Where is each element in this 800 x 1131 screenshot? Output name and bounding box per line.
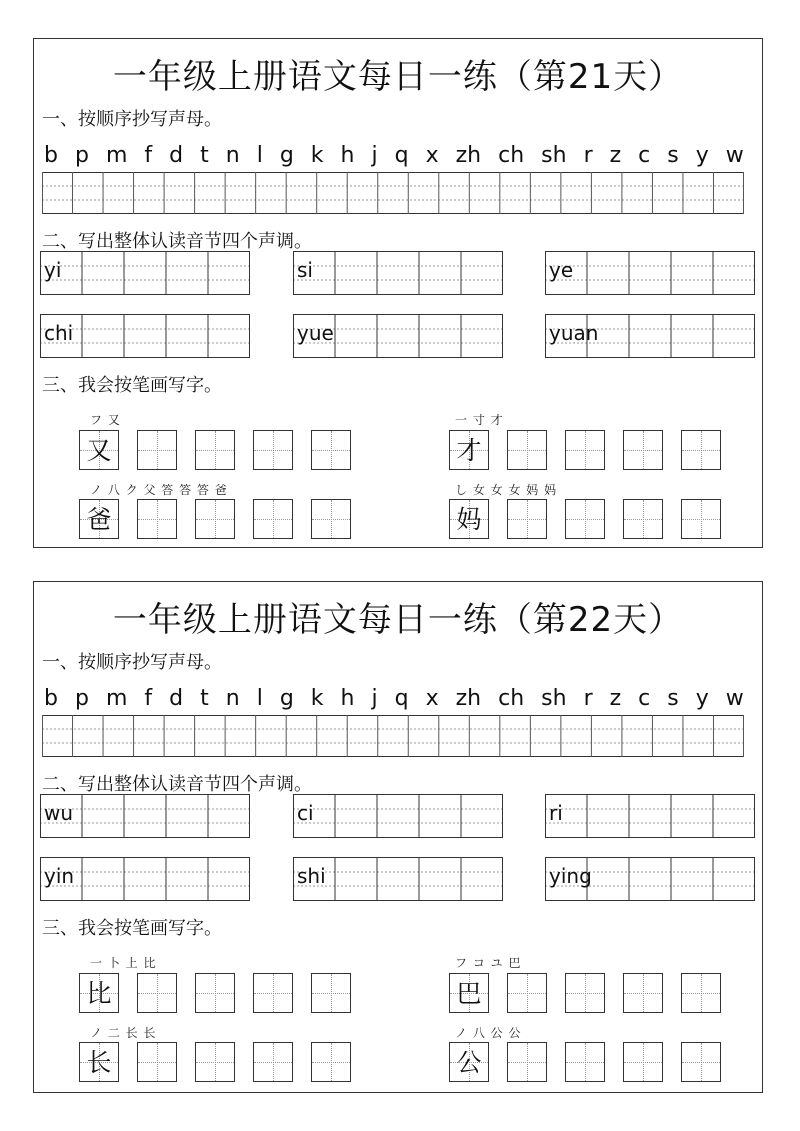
syllable-label: yi (44, 258, 62, 282)
sample-char: 比 (86, 979, 112, 1008)
initial-letter: g (279, 143, 294, 168)
initial-letter: r (583, 686, 593, 711)
char-practice-grid[interactable] (253, 973, 293, 1013)
initials-writing-strip[interactable] (42, 172, 744, 214)
initial-letter: x (425, 686, 439, 711)
initial-letter: q (394, 143, 409, 168)
syllable-label: yue (297, 321, 334, 345)
char-practice-grid[interactable] (137, 499, 177, 539)
sample-char: 才 (456, 436, 482, 465)
initial-letter: d (169, 143, 184, 168)
char-grid-sample (449, 973, 489, 1013)
initial-letter: c (638, 686, 651, 711)
initial-letter: t (200, 143, 209, 168)
initial-letter: p (74, 143, 89, 168)
char-practice-grid[interactable] (137, 1042, 177, 1082)
initial-letter: s (667, 686, 679, 711)
char-grid-sample (79, 1042, 119, 1082)
char-practice-grid[interactable] (507, 430, 547, 470)
initial-letter: g (279, 686, 294, 711)
initial-letter: z (609, 143, 622, 168)
initial-letter: f (144, 143, 153, 168)
worksheet-day-22 (33, 581, 763, 1093)
syllable-label: shi (297, 864, 326, 888)
initial-letter: y (695, 686, 709, 711)
char-practice-grid[interactable] (623, 1042, 663, 1082)
initial-letter: b (44, 143, 58, 168)
initial-letter: zh (455, 686, 482, 711)
initial-letter: s (667, 143, 679, 168)
stroke-order: ノ 八 ク 父 答 答 答 爸 (90, 483, 228, 497)
char-practice-grid[interactable] (253, 1042, 293, 1082)
syllable-box[interactable] (545, 794, 755, 838)
initial-letter: d (169, 686, 184, 711)
initial-letter: c (638, 143, 651, 168)
initial-letter: z (609, 686, 622, 711)
syllable-box[interactable] (545, 314, 755, 358)
initials-row (44, 143, 744, 168)
char-grid-sample (79, 430, 119, 470)
initial-letter: ch (498, 143, 525, 168)
initial-letter: q (394, 686, 409, 711)
stroke-order: ノ 八 公 公 (455, 1026, 522, 1040)
sample-char: 长 (86, 1048, 112, 1077)
initial-letter: m (105, 143, 128, 168)
char-practice-grid[interactable] (137, 430, 177, 470)
initial-letter: j (371, 686, 378, 711)
initial-letter: j (371, 143, 378, 168)
syllable-label: ri (549, 801, 563, 825)
syllable-box[interactable] (545, 857, 755, 901)
char-practice-grid[interactable] (311, 499, 351, 539)
initial-letter: k (310, 686, 324, 711)
char-grid-sample (79, 499, 119, 539)
syllable-label: yuan (549, 321, 599, 345)
initial-letter: r (583, 143, 593, 168)
sample-char: 妈 (456, 505, 482, 534)
initial-letter: sh (541, 686, 567, 711)
initial-letter: h (340, 686, 355, 711)
section-1-heading: 一、按顺序抄写声母。 (42, 109, 222, 130)
stroke-order: 一 卜 上 比 (90, 956, 157, 970)
section-2-heading: 二、写出整体认读音节四个声调。 (42, 231, 312, 252)
syllable-box[interactable] (545, 251, 755, 295)
char-practice-grid[interactable] (565, 499, 605, 539)
char-practice-grid[interactable] (195, 1042, 235, 1082)
char-practice-grid[interactable] (565, 430, 605, 470)
initial-letter: zh (455, 143, 482, 168)
initial-letter: x (425, 143, 439, 168)
char-grid-sample (449, 499, 489, 539)
initial-letter: w (725, 686, 744, 711)
char-practice-grid[interactable] (137, 973, 177, 1013)
stroke-order: フ コ ユ 巴 (455, 956, 522, 970)
initial-letter: k (310, 143, 324, 168)
initial-letter: m (105, 686, 128, 711)
section-1-heading: 一、按顺序抄写声母。 (42, 652, 222, 673)
char-grid-sample (79, 973, 119, 1013)
initial-letter: ch (498, 686, 525, 711)
sample-char: 公 (456, 1048, 482, 1077)
sample-char: 又 (86, 436, 112, 465)
char-grid-sample (449, 1042, 489, 1082)
char-practice-grid[interactable] (311, 973, 351, 1013)
section-3-heading: 三、我会按笔画写字。 (42, 375, 222, 396)
char-practice-grid[interactable] (253, 499, 293, 539)
initial-letter: l (256, 143, 263, 168)
char-practice-grid[interactable] (565, 973, 605, 1013)
char-practice-grid[interactable] (623, 499, 663, 539)
initial-letter: b (44, 686, 58, 711)
char-practice-grid[interactable] (253, 430, 293, 470)
syllable-box[interactable] (40, 794, 250, 838)
char-practice-grid[interactable] (681, 1042, 721, 1082)
syllable-box[interactable] (293, 857, 503, 901)
syllable-label: si (297, 258, 313, 282)
syllable-label: ye (549, 258, 574, 282)
initials-row (44, 686, 744, 711)
worksheet-day-21 (33, 38, 763, 548)
worksheet-title: 一年级上册语文每日一练（第22天） (112, 600, 684, 640)
syllable-box[interactable] (40, 251, 250, 295)
char-practice-grid[interactable] (507, 973, 547, 1013)
syllable-label: yin (44, 864, 75, 888)
stroke-order: し 女 女 女 妈 妈 (455, 483, 558, 497)
stroke-order: フ 又 (90, 413, 121, 427)
initials-writing-strip[interactable] (42, 715, 744, 757)
char-practice-grid[interactable] (195, 499, 235, 539)
char-practice-grid[interactable] (681, 973, 721, 1013)
char-grid-sample (449, 430, 489, 470)
syllable-box[interactable] (293, 314, 503, 358)
initial-letter: l (256, 686, 263, 711)
syllable-box[interactable] (293, 251, 503, 295)
initial-letter: w (725, 143, 744, 168)
char-practice-grid[interactable] (565, 1042, 605, 1082)
stroke-order: ノ 二 长 长 (90, 1026, 157, 1040)
syllable-label: ci (297, 801, 314, 825)
syllable-label: wu (44, 801, 74, 825)
char-practice-grid[interactable] (311, 1042, 351, 1082)
syllable-box[interactable] (40, 857, 250, 901)
initial-letter: n (225, 143, 240, 168)
section-2-heading: 二、写出整体认读音节四个声调。 (42, 774, 312, 795)
syllable-box[interactable] (40, 314, 250, 358)
char-practice-grid[interactable] (623, 973, 663, 1013)
char-practice-grid[interactable] (507, 499, 547, 539)
worksheet-title: 一年级上册语文每日一练（第21天） (112, 57, 684, 97)
initial-letter: p (74, 686, 89, 711)
char-practice-grid[interactable] (195, 973, 235, 1013)
syllable-box[interactable] (293, 794, 503, 838)
initial-letter: n (225, 686, 240, 711)
sample-char: 巴 (456, 979, 482, 1008)
char-practice-grid[interactable] (681, 499, 721, 539)
section-3-heading: 三、我会按笔画写字。 (42, 918, 222, 939)
syllable-label: ying (549, 864, 592, 888)
initial-letter: f (144, 686, 153, 711)
initial-letter: t (200, 686, 209, 711)
syllable-label: chi (44, 321, 74, 345)
initial-letter: sh (541, 143, 567, 168)
char-practice-grid[interactable] (507, 1042, 547, 1082)
char-practice-grid[interactable] (195, 430, 235, 470)
stroke-order: 一 寸 才 (455, 413, 504, 427)
initial-letter: h (340, 143, 355, 168)
char-practice-grid[interactable] (681, 430, 721, 470)
sample-char: 爸 (86, 505, 112, 534)
char-practice-grid[interactable] (623, 430, 663, 470)
char-practice-grid[interactable] (311, 430, 351, 470)
initial-letter: y (695, 143, 709, 168)
